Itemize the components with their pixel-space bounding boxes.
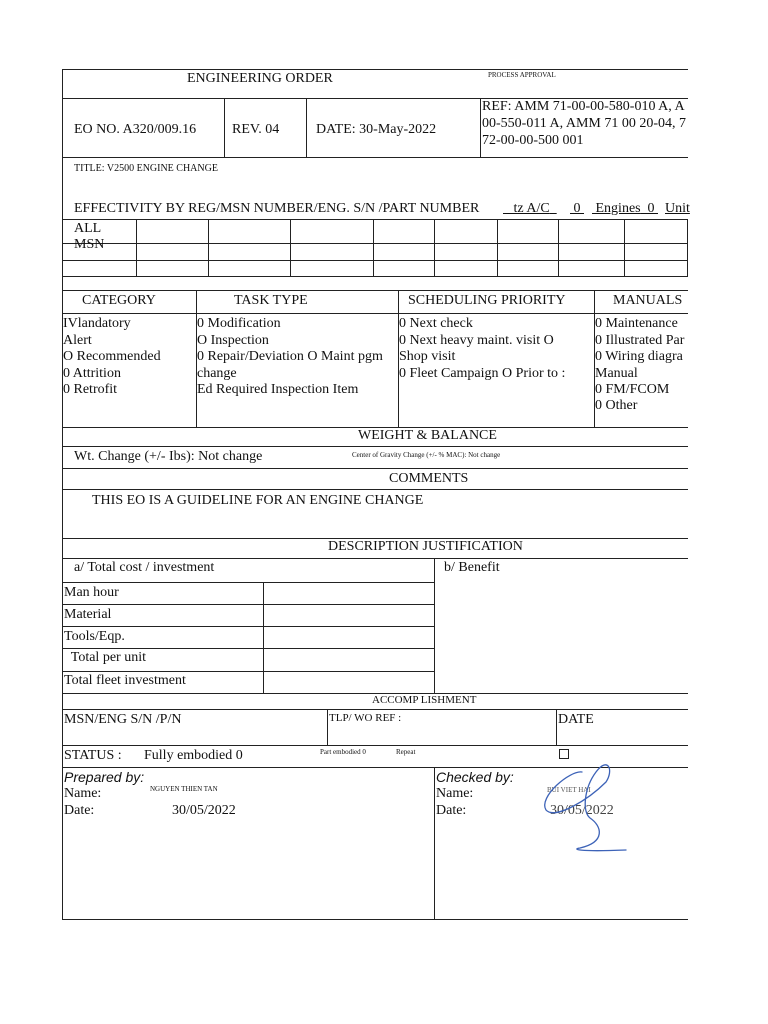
- cost-row-total-per-unit: Total per unit: [64, 650, 146, 665]
- effectivity-tz-ac: tz A/C: [513, 201, 550, 216]
- manual-fm-fcom: 0 FM/FCOM: [595, 382, 670, 397]
- status-part-embodied: Part embodied 0: [320, 748, 366, 756]
- accomplishment-date-label: DATE: [558, 712, 594, 727]
- reference-line-2: 00-550-011 A, AMM 71 00 20-04, 7: [482, 116, 687, 131]
- category-option-alert: Alert: [63, 333, 92, 348]
- cost-row-total-fleet: Total fleet investment: [64, 673, 186, 688]
- task-type-header: TASK TYPE: [234, 293, 308, 308]
- effectivity-msn: MSN: [74, 237, 105, 252]
- manual-other: 0 Other: [595, 398, 638, 413]
- cost-row-man-hour: Man hour: [64, 585, 119, 600]
- comments-header: COMMENTS: [389, 471, 469, 486]
- effectivity-label: EFFECTIVITY BY REG/MSN NUMBER/ENG. S/N /PART NUMBER: [74, 201, 480, 216]
- effectivity-count-2: 0: [647, 201, 655, 216]
- category-option-recommended: O Recommended: [63, 349, 161, 364]
- scheduling-fleet-campaign: 0 Fleet Campaign O Prior to :: [399, 366, 566, 381]
- manual-wiring-diagram: 0 Wiring diagra: [595, 349, 683, 364]
- eo-number: EO NO. A320/009.16: [74, 122, 197, 137]
- scheduling-shop-visit: Shop visit: [399, 349, 456, 364]
- cg-change: Center of Gravity Change (+/- % MAC): Not change: [352, 451, 501, 459]
- process-approval-label: PROCESS APPROVAL: [488, 71, 556, 79]
- category-option-retrofit: 0 Retrofit: [63, 382, 118, 397]
- prepared-date: 30/05/2022: [172, 803, 236, 818]
- cost-row-tools: Tools/Eqp.: [64, 629, 125, 644]
- task-type-inspection: O Inspection: [197, 333, 269, 348]
- manuals-header: MANUALS: [613, 293, 683, 308]
- cost-row-material: Material: [64, 607, 112, 622]
- benefit-label: b/ Benefit: [444, 560, 500, 575]
- prepared-by-label: Prepared by:: [64, 769, 145, 785]
- prepared-name-label: Name:: [64, 786, 102, 801]
- manual-illustrated-parts: 0 Illustrated Par: [595, 333, 685, 348]
- reference-line-3: 72-00-00-500 001: [482, 133, 584, 148]
- scheduling-heavy-visit: 0 Next heavy maint. visit O: [399, 333, 554, 348]
- status-fully-embodied: Fully embodied 0: [144, 748, 243, 763]
- checked-date-label: Date:: [436, 803, 467, 818]
- effectivity-engines: Engines: [595, 201, 641, 216]
- task-type-repair: 0 Repair/Deviation O Maint pgm: [197, 349, 383, 364]
- checked-by-label: Checked by:: [436, 769, 514, 785]
- checked-signature: [520, 752, 640, 857]
- total-cost-label: a/ Total cost / investment: [74, 560, 215, 575]
- task-type-rii: Ed Required Inspection Item: [197, 382, 359, 397]
- accomplishment-msn-label: MSN/ENG S/N /P/N: [64, 712, 182, 727]
- checked-date: 30/05/2022: [550, 803, 614, 818]
- weight-balance-header: WEIGHT & BALANCE: [358, 428, 497, 443]
- tlp-wo-ref-label: TLP/ WO REF :: [329, 712, 402, 724]
- task-type-change: change: [197, 366, 237, 381]
- status-repeat: Repeat: [396, 748, 416, 756]
- prepared-name: NGUYEN THIEN TAN: [150, 785, 218, 793]
- manual-wiring-manual: Manual: [595, 366, 638, 381]
- prepared-date-label: Date:: [64, 803, 95, 818]
- scheduling-next-check: 0 Next check: [399, 316, 473, 331]
- effectivity-all-cell: [62, 220, 136, 252]
- form-title: ENGINEERING ORDER: [187, 71, 333, 86]
- eo-title: TITLE: V2500 ENGINE CHANGE: [74, 163, 218, 174]
- eo-date: DATE: 30-May-2022: [316, 122, 437, 137]
- weight-change: Wt. Change (+/- Ibs): Not change: [74, 449, 263, 464]
- checked-name-label: Name:: [436, 786, 474, 801]
- comments-text: THIS EO IS A GUIDELINE FOR AN ENGINE CHANGE: [92, 493, 424, 508]
- category-header: CATEGORY: [82, 293, 156, 308]
- status-label: STATUS :: [64, 748, 122, 763]
- scheduling-priority-header: SCHEDULING PRIORITY: [408, 293, 566, 308]
- category-option-attrition: 0 Attrition: [63, 366, 121, 381]
- checked-name: BUI VIET HAI: [547, 786, 591, 794]
- revision: REV. 04: [232, 122, 280, 137]
- effectivity-all: ALL: [74, 221, 102, 236]
- description-header: DESCRIPTION JUSTIFICATION: [328, 539, 523, 554]
- reference-line-1: REF: AMM 71-00-00-580-010 A, A: [482, 99, 685, 114]
- manual-maintenance: 0 Maintenance: [595, 316, 678, 331]
- task-type-modification: 0 Modification: [197, 316, 281, 331]
- accomplishment-header: ACCOMP LISHMENT: [372, 694, 477, 706]
- effectivity-unit: Unit: [665, 201, 690, 216]
- effectivity-count-1: 0: [573, 201, 581, 216]
- engineering-order-form: [62, 69, 688, 920]
- category-option-mandatory: IVlandatory: [63, 316, 131, 331]
